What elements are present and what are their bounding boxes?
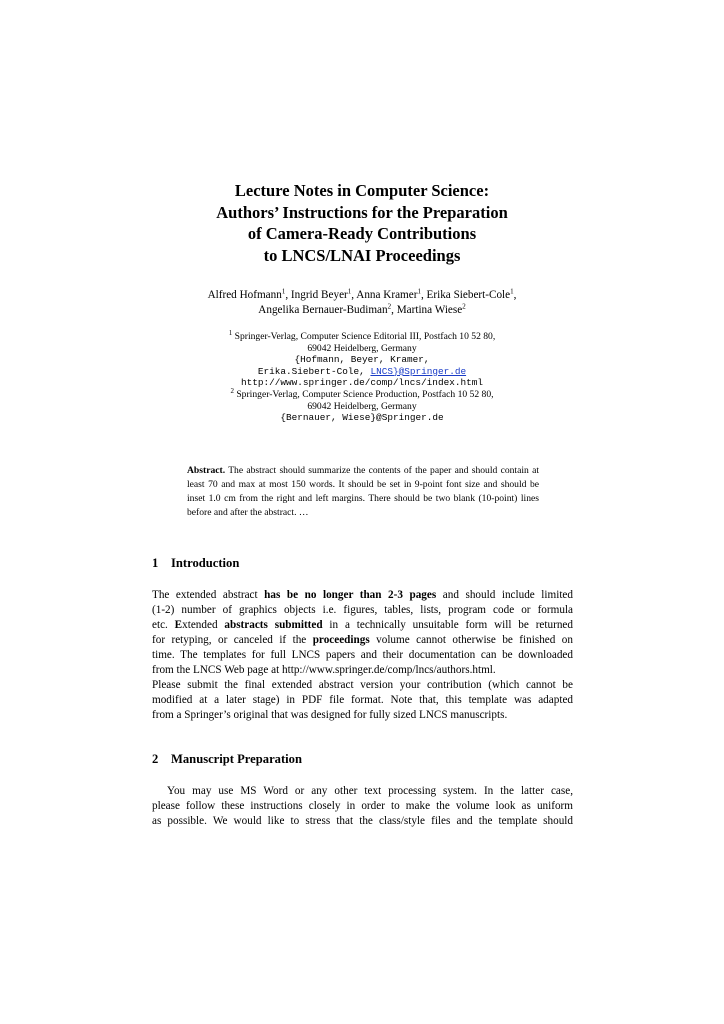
author-line <box>150 288 574 303</box>
affiliation-line <box>150 328 574 343</box>
section-heading <box>152 752 302 767</box>
affiliation-url: http://www.springer.de/comp/lncs/index.html <box>241 377 483 389</box>
section-heading <box>152 556 239 571</box>
email-text: Erika.Siebert-Cole, <box>257 365 371 377</box>
text-line: please follow these instructions closely in order to make the volume look as uniform <box>152 800 573 812</box>
text-line: You may use MS Word or any other text processing system. In the latter case, <box>167 785 573 797</box>
affiliation-email: {Bernauer, Wiese}@Springer.de <box>280 412 444 424</box>
abstract-text: The abstract should summarize the contents of the paper and should contain at least 70 and max at most 150 words. It should be set in 9-point font size and should be inset 1.0 cm from the right and left margins. There should be two blank (10-point) lines before and after the abstract. … <box>187 465 539 518</box>
affil-marker: 1 <box>347 287 352 296</box>
title-line: of Camera-Ready Contributions <box>247 224 477 243</box>
bold-run: has be no longer than 2-3 pages <box>264 589 437 601</box>
affil-marker: 1 <box>228 328 233 337</box>
text-line: time. The templates for full LNCS papers and their documentation can be downloaded <box>152 649 573 661</box>
affil-marker: 2 <box>462 302 466 311</box>
affiliation-line: 69042 Heidelberg, Germany <box>307 400 417 412</box>
author-list <box>150 288 574 318</box>
affiliation-text: Springer-Verlag, Computer Science Editorial III, Postfach 10 52 80, <box>232 331 496 342</box>
text-line <box>152 618 573 633</box>
bold-run: proceedings <box>312 634 370 646</box>
title-line: to LNCS/LNAI Proceedings <box>263 245 461 265</box>
affiliation-email <box>150 366 574 378</box>
text-line: modified at a later stage) in PDF file format. Note that, this template was adapted <box>152 694 573 706</box>
author-name: , Martina Wiese <box>391 304 463 316</box>
section-title: Manuscript Preparation <box>171 752 302 766</box>
affil-marker: 1 <box>281 287 286 296</box>
affiliation-line: 69042 Heidelberg, Germany <box>307 342 417 354</box>
abstract <box>187 464 539 520</box>
text-line <box>152 633 573 648</box>
author-name: Alfred Hofmann <box>207 289 282 301</box>
author-name: , Erika Siebert-Cole <box>420 289 511 301</box>
text-line: as possible. We would like to stress that the class/style files and the template should <box>152 815 573 827</box>
text-line: from a Springer’s original that was designed for fully sized LNCS manuscripts. <box>152 709 508 721</box>
title-line: Lecture Notes in Computer Science: <box>234 181 490 200</box>
affil-marker: 2 <box>387 302 392 311</box>
text-run: The extended abstract <box>152 589 265 601</box>
section-title: Introduction <box>171 556 240 570</box>
text-run: in a technically unsuitable form will be returned <box>322 619 573 631</box>
author-name: , Anna Kramer <box>351 289 418 301</box>
affiliations <box>150 328 574 424</box>
bold-run: E <box>174 619 183 631</box>
affil-marker: 1 <box>510 287 514 296</box>
text-line: from the LNCS Web page at http://www.springer.de/comp/lncs/authors.html. <box>152 664 496 676</box>
affil-marker: 1 <box>417 287 421 296</box>
affiliation-line <box>150 386 574 401</box>
affil-marker: 2 <box>230 386 234 395</box>
text-run: xtended <box>182 619 225 631</box>
text-run: etc. <box>152 619 175 631</box>
affiliation-text: Springer-Verlag, Computer Science Production, Postfach 10 52 80, <box>233 388 494 400</box>
email-link[interactable]: LNCS}@Springer.de <box>370 365 467 377</box>
section-number: 1 <box>152 556 159 570</box>
section-body <box>152 588 573 723</box>
text-line: Please submit the final extended abstract version your contribution (which cannot be <box>152 679 573 691</box>
section-number: 2 <box>152 752 159 766</box>
paper-title <box>150 180 574 266</box>
author-name: Angelika Bernauer-Budiman <box>258 304 388 316</box>
text-line <box>152 588 573 603</box>
title-line: Authors’ Instructions for the Preparation <box>216 202 508 222</box>
author-separator: , <box>513 289 517 301</box>
text-run: volume cannot otherwise be finished on <box>369 634 573 646</box>
author-line <box>150 303 574 318</box>
text-run: for retyping, or canceled if the <box>152 634 313 646</box>
text-run: and should include limited <box>436 589 573 601</box>
text-line: (1-2) number of graphics objects i.e. figures, tables, lists, program code or formula <box>152 604 573 616</box>
author-name: , Ingrid Beyer <box>285 289 348 301</box>
bold-run: abstracts submitted <box>224 619 323 631</box>
affiliation-email: {Hofmann, Beyer, Kramer, <box>294 354 430 366</box>
abstract-label: Abstract. <box>187 465 226 476</box>
section-body <box>152 784 573 829</box>
